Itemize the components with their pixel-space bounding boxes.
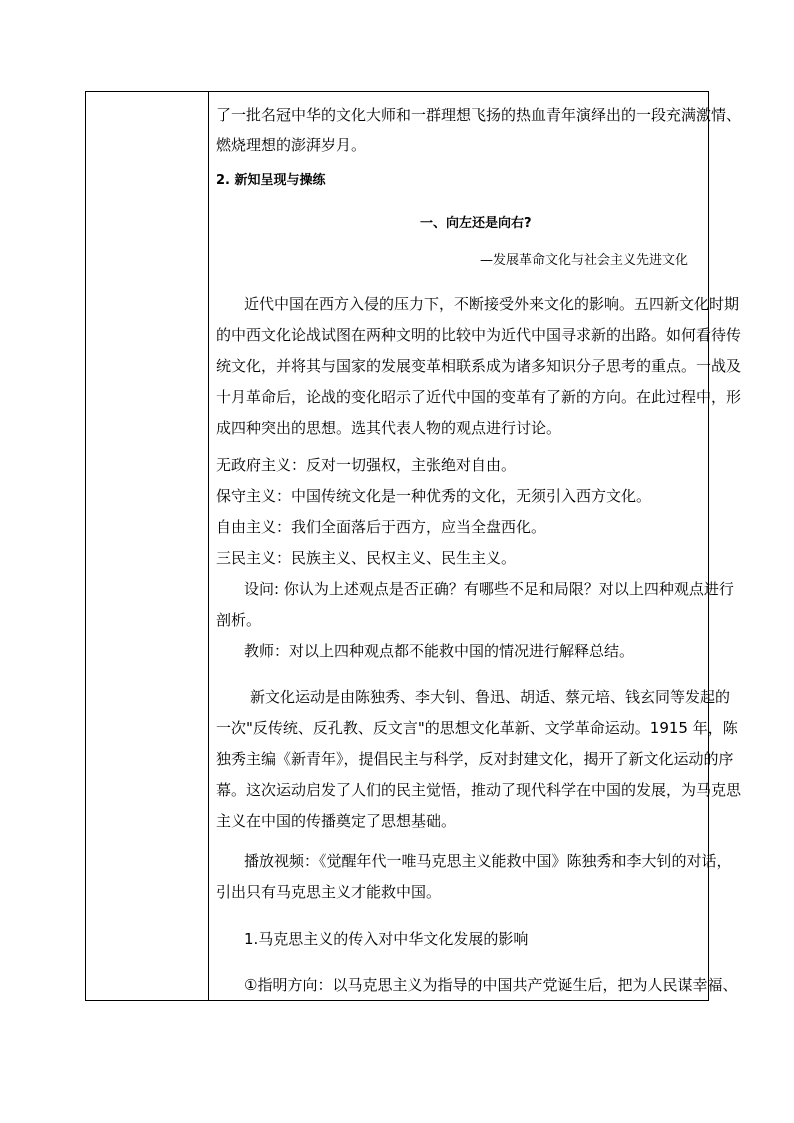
view-conservatism: 保守主义：中国传统文化是一种优秀的文化，无须引入西方文化。 [216, 487, 652, 505]
view-three-principles: 三民主义：民族主义、民权主义、民生主义。 [216, 549, 517, 567]
content-cell [216, 92, 742, 1000]
paragraph-line: 一次"反传统、反孔教、反文言"的思想文化革新、文学革命运动。1915 年，陈 [216, 719, 738, 737]
paragraph-line: 近代中国在西方入侵的压力下，不断接受外来文化的影响。五四新文化时期 [244, 295, 740, 313]
paragraph-line: 成四种突出的思想。选其代表人物的观点进行讨论。 [216, 419, 562, 437]
question-line: 设问: 你认为上述观点是否正确？有哪些不足和局限？对以上四种观点进行 [244, 580, 734, 598]
lesson-table [85, 91, 742, 1001]
question-line: 剖析。 [216, 611, 262, 629]
paragraph-line: 的中西文化论战试图在两种文明的比较中为近代中国寻求新的出路。如何看待传 [216, 326, 742, 344]
video-line: 播放视频：《觉醒年代一唯马克思主义能救中国》陈独秀和李大钊的对话， [244, 852, 732, 870]
paragraph-line: 主义在中国的传播奠定了思想基础。 [216, 812, 457, 830]
video-line: 引出只有马克思主义才能救中国。 [216, 883, 442, 901]
paragraph-line: 统文化，并将其与国家的发展变革相联系成为诸多知识分子思考的重点。一战及 [216, 357, 742, 375]
view-liberalism: 自由主义：我们全面落后于西方，应当全盘西化。 [216, 518, 547, 536]
paragraph-line: 幕。这次运动启发了人们的民主觉悟，推动了现代科学在中国的发展，为马克思 [216, 781, 742, 799]
teacher-note: 教师：对以上四种观点都不能救中国的情况进行解释总结。 [244, 642, 635, 660]
paragraph-line: 十月革命后，论战的变化昭示了近代中国的变革有了新的方向。在此过程中，形 [216, 388, 742, 406]
point-line: ①指明方向：以马克思主义为指导的中国共产党诞生后，把为人民谋幸福、 [244, 976, 738, 994]
paragraph-line: 新文化运动是由陈独秀、李大钊、鲁迅、胡适、蔡元培、钱玄同等发起的 [250, 688, 731, 706]
view-anarchism: 无政府主义：反对一切强权，主张绝对自由。 [216, 456, 517, 474]
intro-line-1: 了一批名冠中华的文化大师和一群理想飞扬的热血青年演绎出的一段充满激情、 [216, 106, 742, 124]
intro-line-2: 燃烧理想的澎湃岁月。 [216, 136, 367, 154]
topic-title: 一、向左还是向右? [420, 216, 532, 231]
topic-subtitle: —发展革命文化与社会主义先进文化 [480, 253, 689, 268]
column-divider [208, 92, 209, 1000]
paragraph-line: 独秀主编《新青年》，提倡民主与科学，反对封建文化，揭开了新文化运动的序 [216, 750, 734, 768]
subheading: 1.马克思主义的传入对中华文化发展的影响 [244, 930, 529, 948]
section-heading: 2. 新知呈现与操练 [216, 173, 326, 188]
